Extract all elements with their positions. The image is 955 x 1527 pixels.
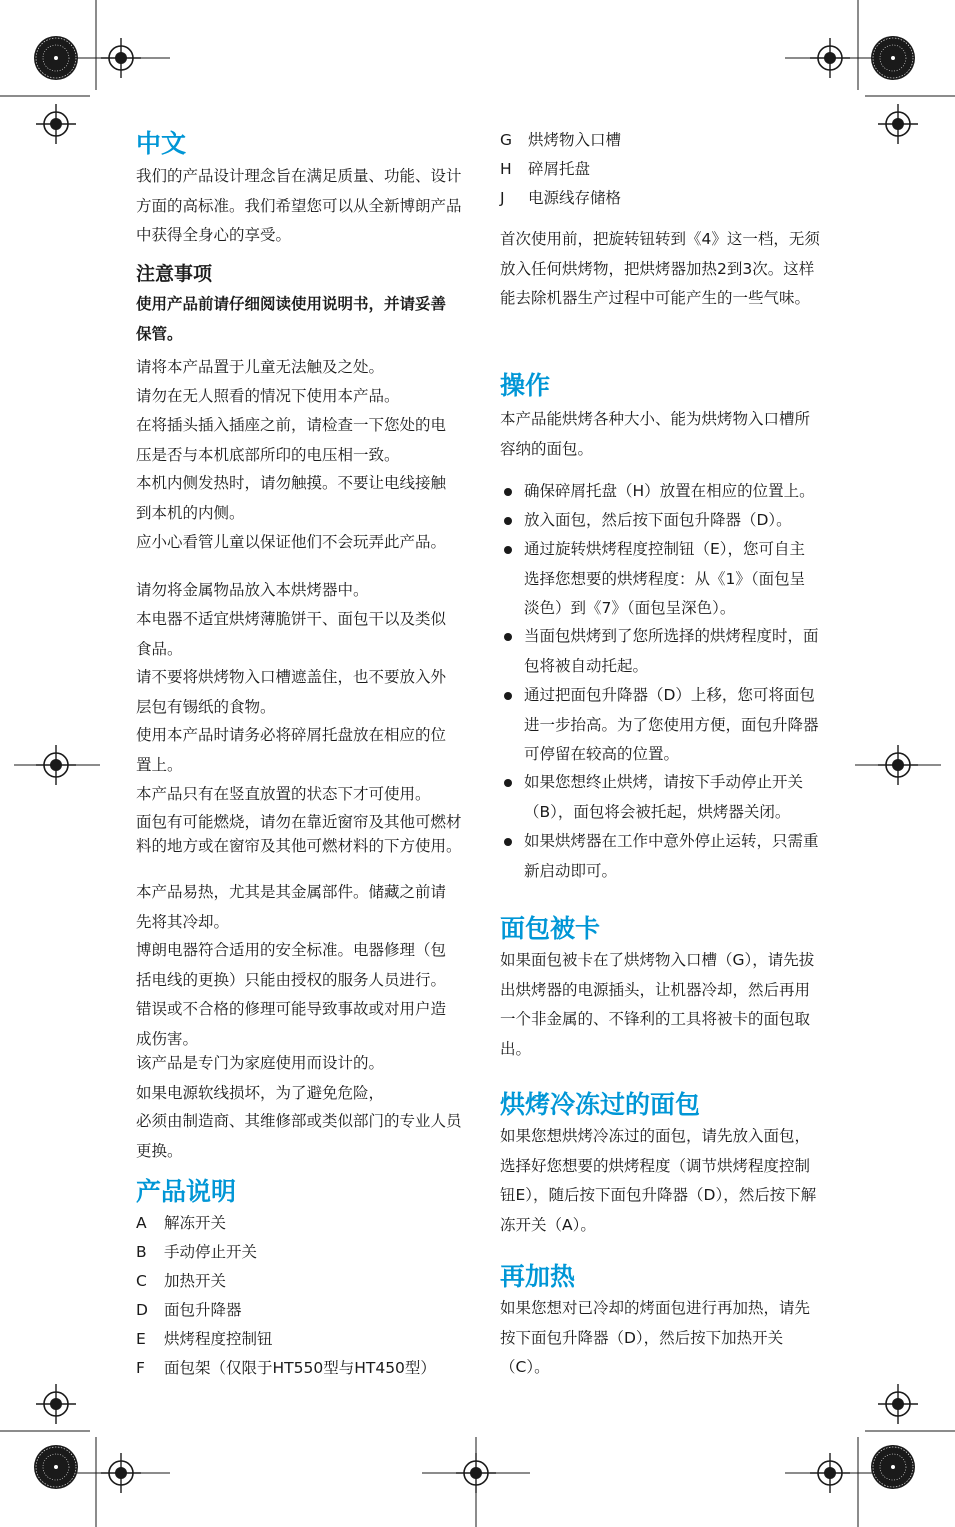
section-title-chinese: 中文	[136, 129, 187, 158]
part-text: 加热开关	[164, 1272, 227, 1290]
notice-paragraph: 该产品是专门为家庭使用而设计的。	[136, 1054, 385, 1072]
notice-paragraph: 在将插头插入插座之前，请检查一下您处的电压是否与本机底部所印的电压相一致。	[136, 416, 447, 464]
part-item	[136, 1209, 226, 1238]
section-title-operation: 操作	[500, 371, 551, 400]
bullet-icon	[504, 546, 512, 554]
notice-paragraph: 博朗电器符合适用的安全标准。电器修理（包括电线的更换）只能由授权的服务人员进行。错误或不合格的修理可能导致事故或对用户造成伤害。	[136, 941, 447, 1048]
notice-paragraph: 请不要将烘烤物入口槽遮盖住，也不要放入外层包有锡纸的食物。	[136, 668, 447, 716]
part-item	[136, 1267, 226, 1296]
part-item	[500, 126, 621, 155]
notice-paragraph: 请勿在无人照看的情况下使用本产品。	[136, 387, 400, 405]
intro-paragraph: 我们的产品设计理念旨在满足质量、功能、设计方面的高标准。我们希望您可以从全新博朗产品中获得全身心的享受。	[136, 167, 462, 244]
part-item	[136, 1354, 436, 1383]
section-title-reheat: 再加热	[500, 1262, 576, 1291]
section-title-jammed: 面包被卡	[500, 914, 601, 943]
part-text: 烘烤程度控制钮	[164, 1330, 273, 1348]
part-item	[500, 184, 621, 213]
frozen-paragraph: 如果您想烘烤冷冻过的面包，请先放入面包，选择好您想要的烘烤程度（调节烘烤程度控制钮E），随后按下面包升降器（D），然后按下解冻开关（A）。	[500, 1127, 817, 1234]
part-text: 碎屑托盘	[528, 160, 591, 178]
notice-paragraph: 请勿将金属物品放入本烘烤器中。	[136, 581, 369, 599]
bullet-icon	[504, 692, 512, 700]
part-text: 手动停止开关	[164, 1243, 258, 1261]
section-title-product: 产品说明	[136, 1177, 237, 1206]
part-item	[136, 1238, 257, 1267]
part-text: 面包升降器	[164, 1301, 242, 1319]
bullet-icon	[504, 488, 512, 496]
section-title-notice: 注意事项	[136, 263, 213, 285]
notice-paragraph: 使用本产品时请务必将碎屑托盘放在相应的位置上。	[136, 726, 447, 774]
first-use-paragraph: 首次使用前，把旋转钮转到《4》这一档，无须放入任何烘烤物，把烘烤器加热2到3次。这样能去除机器生产过程中可能产生的一些气味。	[500, 230, 820, 307]
part-label: B	[136, 1243, 147, 1261]
part-text: 烘烤物入口槽	[528, 131, 622, 149]
bullet-icon	[504, 517, 512, 525]
notice-paragraph: 本产品易热，尤其是其金属部件。储藏之前请先将其冷却。	[136, 883, 447, 931]
bullet-icon	[504, 779, 512, 787]
part-text: 面包架（仅限于HT550型与HT450型）	[164, 1359, 436, 1377]
part-item	[136, 1296, 242, 1325]
bullet-icon	[504, 633, 512, 641]
part-label: C	[136, 1272, 147, 1290]
part-label: D	[136, 1301, 148, 1319]
part-label: E	[136, 1330, 146, 1348]
notice-paragraph: 本电器不适宜烘烤薄脆饼干、面包干以及类似食品。	[136, 610, 447, 658]
part-text: 电源线存储格	[528, 189, 622, 207]
part-label: F	[136, 1359, 145, 1377]
part-label: A	[136, 1214, 147, 1232]
operation-intro: 本产品能烘烤各种大小、能为烘烤物入口槽所容纳的面包。	[500, 410, 811, 458]
reheat-paragraph: 如果您想对已冷却的烤面包进行再加热，请先按下面包升降器（D），然后按下加热开关（C）。	[500, 1299, 811, 1376]
part-label: H	[500, 160, 512, 178]
part-item	[500, 155, 590, 184]
section-title-frozen: 烘烤冷冻过的面包	[500, 1090, 701, 1119]
part-item	[136, 1325, 273, 1354]
part-label: G	[500, 131, 513, 149]
part-label: J	[500, 189, 505, 207]
part-text: 解冻开关	[164, 1214, 227, 1232]
notice-paragraph: 请将本产品置于儿童无法触及之处。	[136, 358, 385, 376]
notice-paragraph: 必须由制造商、其维修部或类似部门的专业人员更换。	[136, 1112, 462, 1160]
bullet-icon	[504, 838, 512, 846]
jammed-paragraph: 如果面包被卡在了烘烤物入口槽（G），请先拔出烘烤器的电源插头，让机器冷却，然后再用一个非金属的、不锋利的工具将被卡的面包取出。	[500, 951, 815, 1058]
notice-bold-paragraph: 使用产品前请仔细阅读使用说明书，并请妥善保管。	[136, 295, 447, 343]
notice-paragraph: 如果电源软线损坏，为了避免危险，	[136, 1084, 385, 1102]
notice-paragraph: 应小心看管儿童以保证他们不会玩弄此产品。	[136, 533, 447, 551]
notice-paragraph: 本产品只有在竖直放置的状态下才可使用。	[136, 785, 431, 803]
notice-paragraph: 面包有可能燃烧，请勿在靠近窗帘及其他可燃材料的地方或在窗帘及其他可燃材料的下方使用。	[136, 813, 462, 855]
notice-paragraph: 本机内侧发热时，请勿触摸。不要让电线接触到本机的内侧。	[136, 474, 447, 522]
